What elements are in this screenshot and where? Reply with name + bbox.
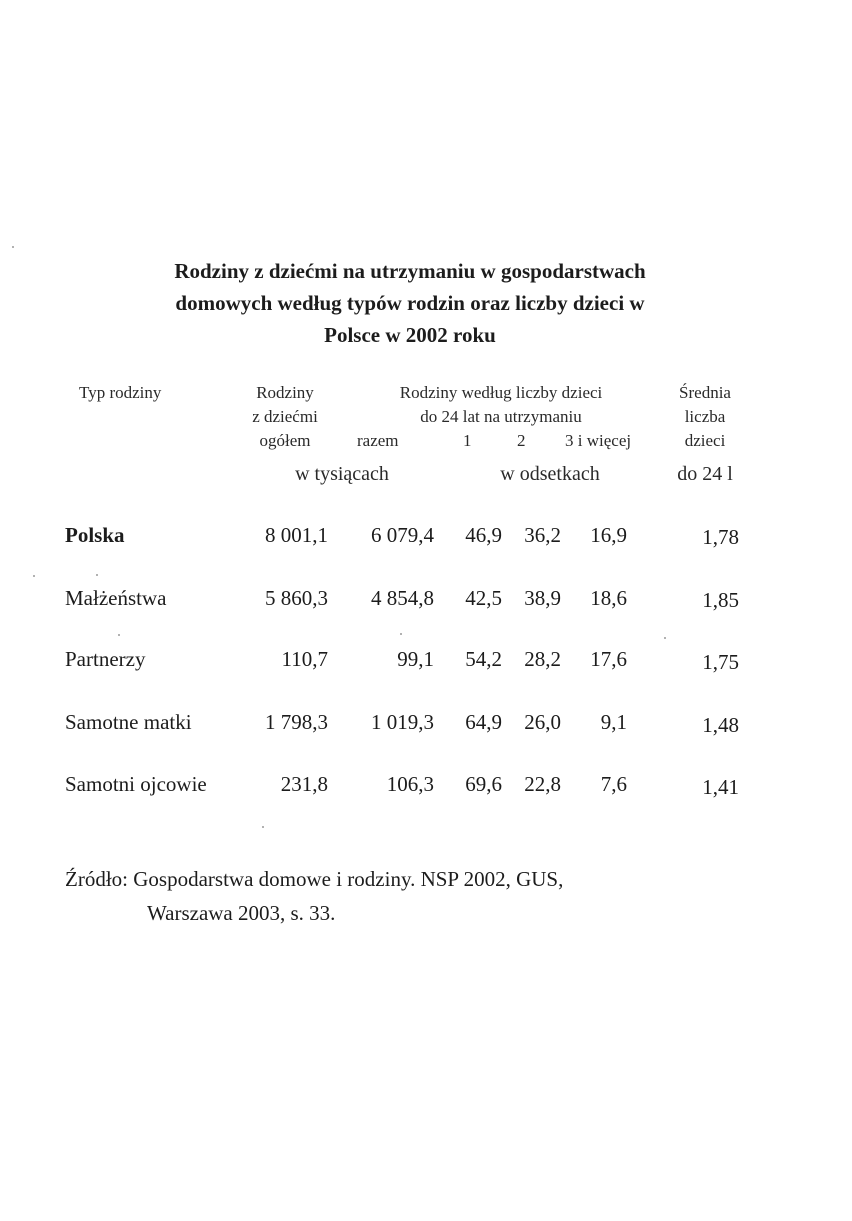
source-line-2: Warszawa 2003, s. 33.: [147, 901, 336, 925]
row-avg: 1,75: [702, 650, 739, 674]
scan-speck: [12, 246, 14, 248]
row-type: Małżeństwa: [65, 586, 167, 610]
row-total: 231,8: [280, 772, 328, 796]
row-type: Partnerzy: [65, 647, 146, 671]
row-1-child: 64,9: [465, 710, 502, 734]
row-razem: 1 019,3: [371, 710, 434, 734]
row-2-children: 28,2: [524, 647, 561, 671]
row-total: 8 001,1: [265, 523, 328, 547]
header-by-children-line-1: Rodziny według liczby dzieci: [399, 383, 603, 402]
header-total-line-3: ogółem: [259, 431, 311, 450]
title-line-3: Polsce w 2002 roku: [324, 323, 496, 347]
source-note: [65, 862, 563, 930]
header-1-child: 1: [463, 431, 472, 450]
header-razem: razem: [357, 431, 399, 450]
row-total: 1 798,3: [265, 710, 328, 734]
header-2-children: 2: [517, 431, 526, 450]
row-razem: 6 079,4: [371, 523, 434, 547]
row-type: Samotne matki: [65, 710, 192, 734]
row-3-plus-children: 16,9: [590, 523, 627, 547]
row-3-plus-children: 9,1: [600, 710, 627, 734]
header-avg-line-2: liczba: [684, 407, 726, 426]
header-3-plus-children: 3 i więcej: [565, 431, 632, 450]
row-razem: 106,3: [386, 772, 434, 796]
row-avg: 1,85: [702, 588, 739, 612]
row-avg: 1,48: [702, 713, 739, 737]
row-1-child: 42,5: [465, 586, 502, 610]
scan-speck: [96, 574, 98, 576]
row-2-children: 26,0: [524, 710, 561, 734]
header-total-line-1: Rodziny: [256, 383, 314, 402]
document-title: [90, 255, 730, 351]
row-type: Polska: [65, 523, 125, 547]
row-1-child: 54,2: [465, 647, 502, 671]
scan-speck: [33, 575, 35, 577]
scan-speck: [664, 637, 666, 639]
row-total: 5 860,3: [265, 586, 328, 610]
scan-speck: [118, 634, 120, 636]
row-1-child: 46,9: [465, 523, 502, 547]
row-razem: 99,1: [397, 647, 434, 671]
row-type: Samotni ojcowie: [65, 772, 207, 796]
header-total-line-2: z dziećmi: [252, 407, 318, 426]
header-avg-line-4: do 24 l: [677, 463, 733, 485]
row-2-children: 38,9: [524, 586, 561, 610]
row-razem: 4 854,8: [371, 586, 434, 610]
row-3-plus-children: 7,6: [600, 772, 627, 796]
scan-speck: [262, 826, 264, 828]
header-avg-line-3: dzieci: [684, 431, 726, 450]
header-type: Typ rodziny: [79, 383, 162, 402]
row-3-plus-children: 18,6: [590, 586, 627, 610]
row-1-child: 69,6: [465, 772, 502, 796]
row-3-plus-children: 17,6: [590, 647, 627, 671]
row-2-children: 22,8: [524, 772, 561, 796]
row-2-children: 36,2: [524, 523, 561, 547]
title-line-1: Rodziny z dziećmi na utrzymaniu w gospodarstwach: [174, 259, 646, 283]
scan-speck: [400, 633, 402, 635]
header-avg-line-1: Średnia: [679, 383, 731, 402]
title-line-2: domowych według typów rodzin oraz liczby dzieci w: [175, 291, 645, 315]
header-unit-thousands: w tysiącach: [295, 463, 389, 485]
row-total: 110,7: [281, 647, 328, 671]
header-unit-percent: w odsetkach: [500, 463, 600, 485]
source-line-1: Źródło: Gospodarstwa domowe i rodziny. NSP 2002, GUS,: [65, 867, 564, 891]
header-by-children-line-2: do 24 lat na utrzymaniu: [420, 407, 582, 426]
row-avg: 1,78: [702, 525, 739, 549]
row-avg: 1,41: [702, 775, 739, 799]
